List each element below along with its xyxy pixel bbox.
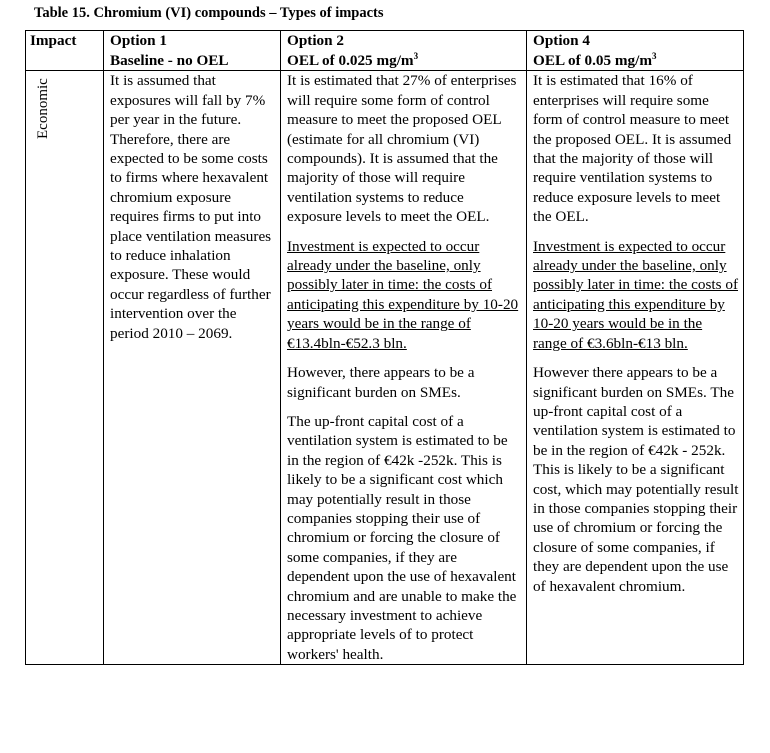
header-impact: Impact [26, 31, 104, 71]
option-2-para-1: It is estimated that 27% of enterprises will require some form of control measure to meet the proposed OEL (estimate for all chromium (VI) compounds). It is assumed that the majority of those will require ventilation systems to reduce exposure levels to meet the OEL. [287, 72, 517, 226]
option-4-cell [527, 71, 744, 665]
superscript: 3 [651, 51, 657, 61]
table-caption: Table 15. Chromium (VI) compounds – Types of impacts [34, 5, 384, 21]
option-2-cell [281, 71, 527, 665]
option-2-para-2: Investment is expected to occur already under the baseline, only possibly later in time: the costs of anticipating this expenditure by 10-20 years would be in the range of €13.4bln-€52.3 bln. [287, 237, 519, 352]
impacts-table [25, 30, 744, 665]
table-row-economic [26, 71, 744, 665]
impact-label-economic: Economic [35, 78, 51, 140]
header-option-4-sub: OEL of 0.05 $mg/m^3$ [527, 51, 744, 71]
option-4-para-3: However there appears to be a significant burden on SMEs. The up-front capital cost of a ventilation system is estimated to be in the region of €42k - 252k. This is likely to be a significant cost, which may potentially result in those companies stopping their use of chromium or forcing the closure of some companies, if they are dependent upon the use of hexavalent chromium. [533, 364, 739, 595]
header-option-1: Option 1 [104, 31, 281, 52]
header-option-2-sub: OEL of 0.025 $mg/m^3$ [281, 51, 527, 71]
header-option-4: Option 4 [527, 31, 744, 52]
header-row-subtitles [26, 51, 744, 71]
impact-cell [26, 71, 104, 665]
superscript: 3 [413, 51, 419, 61]
header-row-titles [26, 31, 744, 52]
option-4-para-1: It is estimated that 16% of enterprises will require some form of control measure to meet the proposed OEL. It is assumed that the majority of those will require ventilation systems to reduce exposure levels to meet the OEL. [533, 72, 732, 226]
option-4-para-2: Investment is expected to occur already under the baseline, only possibly later in time: the costs of anticipating this expenditure by 10-20 years would be in the range of €3.6bln-€13 bln. [533, 237, 739, 352]
header-option-2: Option 2 [281, 31, 527, 52]
option-1-text: It is assumed that exposures will fall by 7% per year in the future. Therefore, there are expected to be some costs to firms where hexavalent chromium exposure requires firms to put into place ventilation measures to reduce inhalation exposure. These would occur regardless of further intervention over the period 2010 – 2069. [110, 72, 272, 342]
option-1-cell [104, 71, 281, 665]
option-2-para-3: However, there appears to be a significant burden on SMEs. [287, 364, 475, 401]
header-option-1-sub: Baseline - no OEL [104, 51, 281, 71]
option-2-para-4: The up-front capital cost of a ventilation system is estimated to be in the region of €42k -252k. This is likely to be a significant cost which may potentially result in those companies stopping their use of chromium or forcing the closure of some companies, if they are dependent upon the use of hexavalent chromium and are unable to make the necessary investment to achieve appropriate levels of to protect workers' health. [287, 412, 517, 663]
